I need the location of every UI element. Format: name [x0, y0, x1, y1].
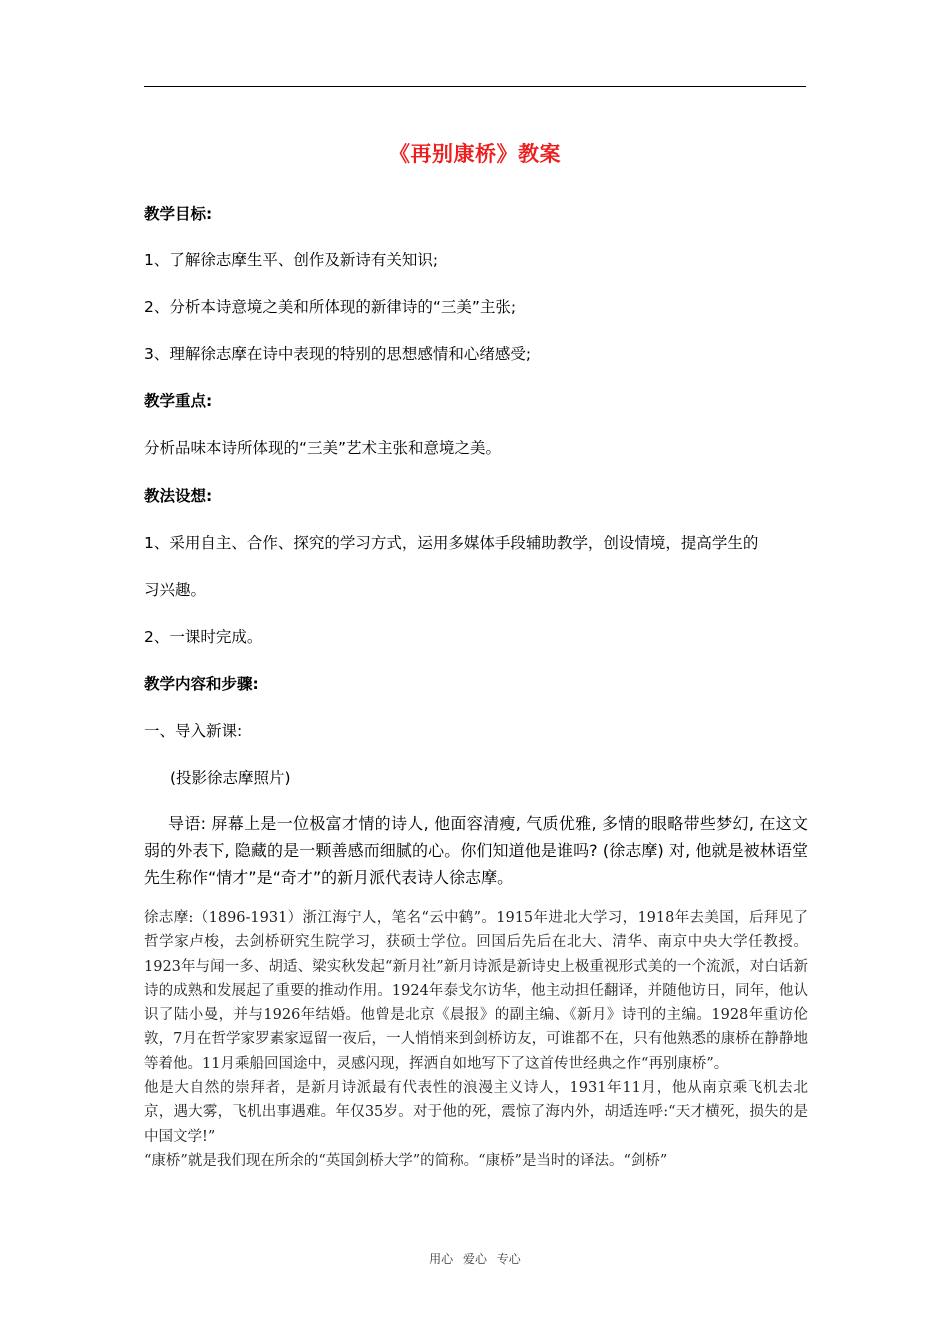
goal-item-2: 2、分析本诗意境之美和所体现的新律诗的“三美”主张;: [144, 298, 517, 316]
document-title: 《再别康桥》教案: [389, 142, 561, 166]
content-heading: 教学内容和步骤:: [144, 675, 259, 693]
header-rule: [144, 86, 806, 87]
projection-note: (投影徐志摩照片): [170, 769, 291, 787]
biography-section: [144, 906, 808, 1173]
bio-paragraph-3: “康桥”就是我们现在所余的“英国剑桥大学”的简称。“康桥”是当时的译法。“剑桥”: [144, 1152, 668, 1169]
step-1-heading: 一、导入新课:: [144, 722, 243, 740]
page-footer: 用心 爱心 专心: [429, 1252, 521, 1266]
goal-item-1: 1、了解徐志摩生平、创作及新诗有关知识;: [144, 251, 439, 269]
focus-heading: 教学重点:: [144, 392, 213, 410]
focus-text: 分析品味本诗所体现的“三美”艺术主张和意境之美。: [144, 439, 502, 457]
bio-paragraph-2: 他是大自然的崇拜者，是新月诗派最有代表性的浪漫主义诗人，1931年11月，他从南京乘飞机去北京，遇大雾，飞机出事遇难。年仅35岁。对于他的死，震惊了海内外，胡适连呼:“天才横死，损失的是中国文学!”: [144, 1080, 808, 1145]
method-item-2: 2、一课时完成。: [144, 628, 263, 646]
method-heading: 教法设想:: [144, 487, 213, 505]
intro-paragraph: 导语: 屏幕上是一位极富才情的诗人, 他面容清瘦, 气质优雅, 多情的眼略带些梦幻, 在这文弱的外表下, 隐藏的是一颗善感而细腻的心。你们知道他是谁吗? (徐志摩) 对, 他就是被林语堂先生称作“情才”是“奇才”的新月派代表诗人徐志摩。: [144, 814, 808, 887]
method-item-1b: 习兴趣。: [144, 581, 207, 599]
method-item-1a: 1、采用自主、合作、探究的学习方式，运用多媒体手段辅助教学，创设情境，提高学生的: [144, 534, 759, 552]
bio-paragraph-1: 徐志摩:（1896-1931）浙江海宁人，笔名“云中鹤”。1915年进北大学习，1918年去美国，后拜见了哲学家卢梭，去剑桥研究生院学习，获硕士学位。回国后先后在北大、清华、南京中央大学任教授。1923年与闻一多、胡适、梁实秋发起“新月社”新月诗派是新诗史上极重视形式美的一个流派，对白话新诗的成熟和发展起了重要的推动作用。1924年泰戈尔访华，他主动担任翻译，并随他访日，同年，他认识了陆小曼，并与1926年结婚。他曾是北京《晨报》的副主编、《新月》诗刊的主编。1928年重访伦敦，7月在哲学家罗素家逗留一夜后，一人悄悄来到剑桥访友，可谁都不在，只有他熟悉的康桥在静静地等着他。11月乘船回国途中，灵感闪现，挥洒自如地写下了这首传世经典之作“再别康桥”。: [144, 910, 808, 1072]
goal-item-3: 3、理解徐志摩在诗中表现的特别的思想感情和心绪感受;: [144, 345, 532, 363]
goals-heading: 教学目标:: [144, 205, 213, 223]
